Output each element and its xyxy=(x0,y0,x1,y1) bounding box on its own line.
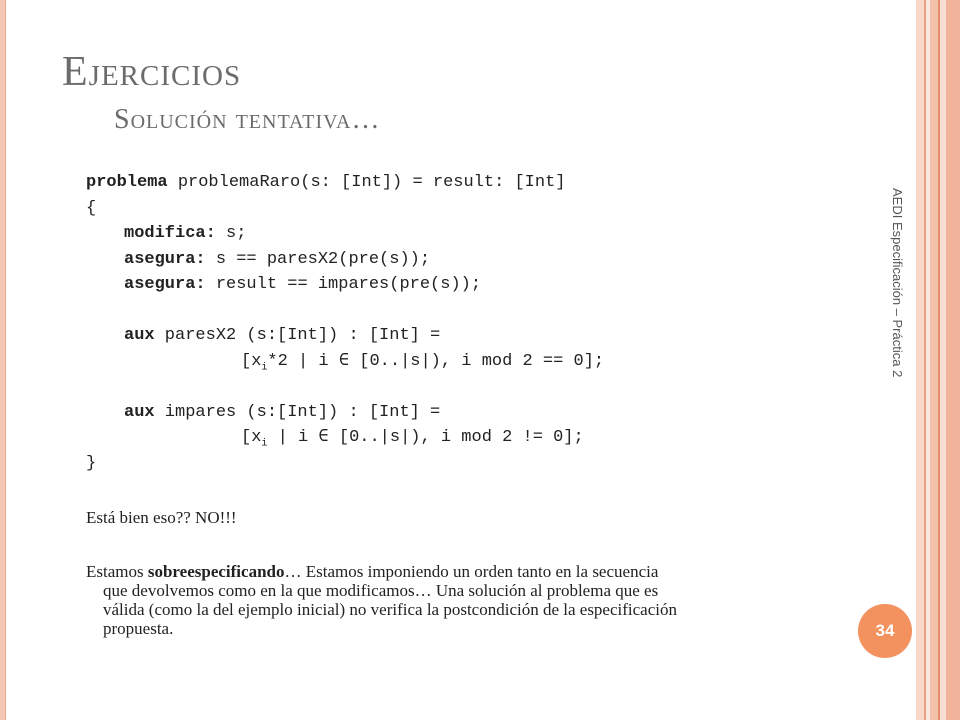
para-line: propuesta. xyxy=(103,619,174,638)
code-line: { xyxy=(86,198,97,218)
code-line xyxy=(86,221,886,247)
left-border xyxy=(0,0,6,720)
code-text: *2 | i ∈ [0..|s|), i mod 2 == 0]; xyxy=(267,351,605,371)
code-text: [x xyxy=(241,351,262,371)
code-text: [x xyxy=(241,428,262,447)
code-text: paresX2 (s:[Int]) : [Int] = xyxy=(154,326,441,345)
decor-stripe xyxy=(916,0,924,720)
slide-title: Ejercicios xyxy=(62,49,242,95)
para-text: Estamos xyxy=(86,562,148,581)
code-text: s; xyxy=(215,224,247,243)
code-keyword: modifica: xyxy=(124,224,216,243)
code-block xyxy=(86,170,886,476)
code-keyword: aux xyxy=(124,326,155,345)
para-bold: sobreespecificando xyxy=(147,562,285,581)
para-text: … Estamos imponiendo un orden tanto en la secuencia xyxy=(284,562,659,581)
decor-stripe xyxy=(930,0,938,720)
page-number: 34 xyxy=(875,621,895,640)
code-line xyxy=(86,425,886,451)
code-line xyxy=(86,400,886,426)
side-footer-text: AEDI Especificación – Práctica 2 xyxy=(890,188,905,378)
code-line xyxy=(86,272,886,298)
question-text: Está bien eso?? NO!!! xyxy=(86,508,237,527)
para-line: válida (como la del ejemplo inicial) no verifica la postcondición de la especificación xyxy=(103,600,677,619)
explanation-paragraph xyxy=(86,562,886,638)
code-text: problemaRaro(s: [Int]) = result: [Int] xyxy=(167,173,566,192)
slide-subtitle: Solución tentativa… xyxy=(114,104,381,135)
para-line: que devolvemos como en la que modificamos… Una solución al problema que es xyxy=(103,581,659,600)
code-subscript: i xyxy=(261,361,268,373)
code-text: result == impares(pre(s)); xyxy=(205,275,482,294)
code-keyword: aux xyxy=(124,402,155,422)
code-keyword: asegura: xyxy=(124,275,206,294)
code-text: impares (s:[Int]) : [Int] = xyxy=(154,402,441,422)
code-line xyxy=(86,170,886,196)
code-line xyxy=(86,247,886,273)
code-spacer xyxy=(86,374,886,400)
code-spacer xyxy=(86,298,886,324)
side-footer xyxy=(885,188,915,518)
code-keyword: problema xyxy=(86,173,168,192)
code-line xyxy=(86,323,886,349)
code-text: | i ∈ [0..|s|), i mod 2 != 0]; xyxy=(267,428,584,447)
code-keyword: asegura: xyxy=(124,249,206,269)
decor-stripe xyxy=(946,0,960,720)
code-line: } xyxy=(86,453,97,473)
code-line xyxy=(86,349,886,375)
page-number-badge xyxy=(858,604,912,658)
code-text: s == paresX2(pre(s)); xyxy=(205,249,431,269)
code-subscript: i xyxy=(261,438,268,450)
